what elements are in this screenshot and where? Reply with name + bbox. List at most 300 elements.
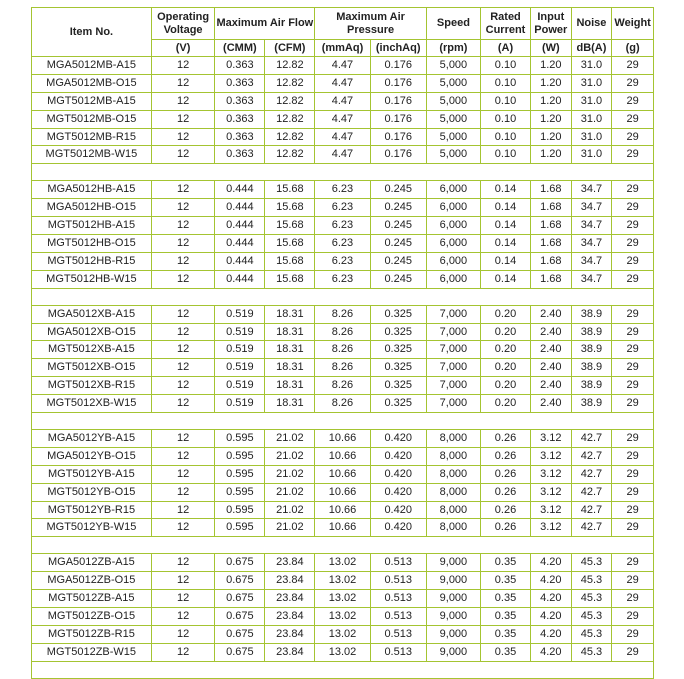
table-row — [32, 235, 654, 253]
spec-cell: 15.68 — [265, 199, 315, 217]
spec-cell: 0.26 — [481, 501, 531, 519]
spec-cell: 0.35 — [481, 590, 531, 608]
spec-cell: 15.68 — [265, 235, 315, 253]
spec-cell: 12 — [151, 305, 215, 323]
spec-cell: 29 — [612, 377, 654, 395]
spec-cell: 2.40 — [531, 395, 572, 413]
spec-cell: 29 — [612, 128, 654, 146]
spec-cell: 29 — [612, 235, 654, 253]
table-row — [32, 252, 654, 270]
table-row — [32, 501, 654, 519]
table-row — [32, 57, 654, 75]
spec-cell: 0.519 — [215, 341, 265, 359]
spec-cell: 9,000 — [426, 572, 480, 590]
spec-cell: 6.23 — [315, 235, 370, 253]
table-row — [32, 217, 654, 235]
spec-cell: 29 — [612, 359, 654, 377]
unit-cell: (g) — [612, 40, 654, 57]
spec-cell: 6.23 — [315, 181, 370, 199]
spec-cell: 8,000 — [426, 483, 480, 501]
spacer-cell — [32, 164, 654, 181]
table-row — [32, 181, 654, 199]
spec-cell: 29 — [612, 305, 654, 323]
spec-cell: 2.40 — [531, 305, 572, 323]
spec-cell: 29 — [612, 199, 654, 217]
spec-cell: 34.7 — [571, 199, 612, 217]
spacer-cell — [32, 537, 654, 554]
table-row — [32, 608, 654, 626]
spec-cell: 12 — [151, 146, 215, 164]
spec-cell: 10.66 — [315, 447, 370, 465]
spec-cell: 9,000 — [426, 554, 480, 572]
spec-cell: 31.0 — [571, 128, 612, 146]
item-no-cell: MGT5012ZB-A15 — [32, 590, 152, 608]
table-row — [32, 519, 654, 537]
spec-cell: 6,000 — [426, 235, 480, 253]
spec-cell: 0.325 — [370, 377, 426, 395]
spec-cell: 0.675 — [215, 572, 265, 590]
item-no-cell: MGT5012ZB-O15 — [32, 608, 152, 626]
spec-cell: 0.10 — [481, 110, 531, 128]
spec-cell: 21.02 — [265, 501, 315, 519]
spec-cell: 12 — [151, 128, 215, 146]
table-row — [32, 572, 654, 590]
item-no-cell: MGA5012ZB-A15 — [32, 554, 152, 572]
spec-cell: 0.20 — [481, 359, 531, 377]
spec-cell: 0.444 — [215, 199, 265, 217]
spec-cell: 12 — [151, 92, 215, 110]
spec-cell: 5,000 — [426, 74, 480, 92]
unit-cell: (inchAq) — [370, 40, 426, 57]
header-item-no: Item No. — [32, 8, 152, 57]
spec-cell: 18.31 — [265, 305, 315, 323]
spec-cell: 29 — [612, 110, 654, 128]
item-no-cell: MGT5012MB-W15 — [32, 146, 152, 164]
spec-cell: 0.176 — [370, 92, 426, 110]
spec-cell: 42.7 — [571, 465, 612, 483]
spec-cell: 0.176 — [370, 146, 426, 164]
spec-cell: 0.595 — [215, 501, 265, 519]
spec-cell: 13.02 — [315, 608, 370, 626]
item-no-cell: MGT5012YB-A15 — [32, 465, 152, 483]
spec-cell: 23.84 — [265, 554, 315, 572]
spacer-cell — [32, 661, 654, 678]
spec-cell: 45.3 — [571, 590, 612, 608]
spec-cell: 9,000 — [426, 608, 480, 626]
spec-cell: 5,000 — [426, 110, 480, 128]
spec-cell: 8,000 — [426, 501, 480, 519]
item-no-cell: MGT5012ZB-R15 — [32, 625, 152, 643]
spec-cell: 8,000 — [426, 465, 480, 483]
group-spacer-row — [32, 413, 654, 430]
spec-cell: 0.14 — [481, 252, 531, 270]
spec-cell: 12 — [151, 519, 215, 537]
spec-cell: 8.26 — [315, 305, 370, 323]
spec-cell: 45.3 — [571, 608, 612, 626]
spec-cell: 5,000 — [426, 146, 480, 164]
item-no-cell: MGA5012ZB-O15 — [32, 572, 152, 590]
spec-cell: 0.26 — [481, 519, 531, 537]
spec-cell: 0.513 — [370, 608, 426, 626]
spec-cell: 12 — [151, 554, 215, 572]
table-row — [32, 590, 654, 608]
spec-cell: 12 — [151, 199, 215, 217]
spec-cell: 0.245 — [370, 217, 426, 235]
table-body — [32, 57, 654, 679]
item-no-cell: MGT5012XB-W15 — [32, 395, 152, 413]
spec-cell: 4.47 — [315, 110, 370, 128]
spec-cell: 8,000 — [426, 430, 480, 448]
spec-cell: 0.245 — [370, 270, 426, 288]
spec-cell: 6.23 — [315, 217, 370, 235]
spec-cell: 0.35 — [481, 554, 531, 572]
item-no-cell: MGA5012XB-O15 — [32, 323, 152, 341]
spec-cell: 34.7 — [571, 181, 612, 199]
table-row — [32, 359, 654, 377]
table-row — [32, 74, 654, 92]
item-no-cell: MGA5012YB-A15 — [32, 430, 152, 448]
spec-cell: 0.595 — [215, 465, 265, 483]
spec-cell: 38.9 — [571, 359, 612, 377]
spec-cell: 0.444 — [215, 270, 265, 288]
spec-cell: 34.7 — [571, 235, 612, 253]
spec-cell: 12 — [151, 323, 215, 341]
spec-cell: 6,000 — [426, 199, 480, 217]
table-row — [32, 377, 654, 395]
spec-cell: 29 — [612, 590, 654, 608]
table-row — [32, 146, 654, 164]
header-weight: Weight — [612, 8, 654, 40]
spec-cell: 0.176 — [370, 110, 426, 128]
spec-cell: 7,000 — [426, 305, 480, 323]
spec-cell: 0.325 — [370, 323, 426, 341]
spec-cell: 0.26 — [481, 465, 531, 483]
spec-cell: 42.7 — [571, 483, 612, 501]
spec-cell: 0.363 — [215, 92, 265, 110]
spec-cell: 1.20 — [531, 74, 572, 92]
spec-cell: 12 — [151, 57, 215, 75]
spec-cell: 29 — [612, 519, 654, 537]
spec-cell: 0.325 — [370, 395, 426, 413]
group-spacer-row — [32, 661, 654, 678]
spec-cell: 29 — [612, 217, 654, 235]
spec-cell: 45.3 — [571, 625, 612, 643]
item-no-cell: MGT5012XB-A15 — [32, 341, 152, 359]
spec-cell: 38.9 — [571, 323, 612, 341]
spec-cell: 21.02 — [265, 430, 315, 448]
spec-cell: 23.84 — [265, 590, 315, 608]
spec-cell: 10.66 — [315, 465, 370, 483]
unit-cell: (CFM) — [265, 40, 315, 57]
unit-cell: (CMM) — [215, 40, 265, 57]
spec-cell: 1.20 — [531, 146, 572, 164]
spec-cell: 3.12 — [531, 430, 572, 448]
spec-cell: 1.68 — [531, 199, 572, 217]
unit-cell: (mmAq) — [315, 40, 370, 57]
spec-cell: 0.10 — [481, 57, 531, 75]
spacer-cell — [32, 413, 654, 430]
spec-cell: 13.02 — [315, 643, 370, 661]
spec-cell: 12 — [151, 447, 215, 465]
spec-cell: 12 — [151, 501, 215, 519]
spec-cell: 12 — [151, 110, 215, 128]
spec-cell: 0.363 — [215, 57, 265, 75]
spec-cell: 9,000 — [426, 625, 480, 643]
spec-cell: 12 — [151, 590, 215, 608]
spec-cell: 0.325 — [370, 359, 426, 377]
spec-cell: 1.20 — [531, 110, 572, 128]
spec-cell: 0.35 — [481, 643, 531, 661]
spec-cell: 3.12 — [531, 465, 572, 483]
table-row — [32, 128, 654, 146]
spec-cell: 0.26 — [481, 447, 531, 465]
item-no-cell: MGT5012HB-A15 — [32, 217, 152, 235]
spec-cell: 0.14 — [481, 181, 531, 199]
spec-cell: 0.513 — [370, 643, 426, 661]
spec-cell: 29 — [612, 572, 654, 590]
spec-cell: 29 — [612, 447, 654, 465]
spec-cell: 12 — [151, 430, 215, 448]
spec-cell: 4.20 — [531, 572, 572, 590]
spec-cell: 0.595 — [215, 519, 265, 537]
spec-cell: 12 — [151, 341, 215, 359]
spec-cell: 5,000 — [426, 128, 480, 146]
spec-cell: 4.47 — [315, 146, 370, 164]
spec-cell: 1.68 — [531, 252, 572, 270]
spec-cell: 0.519 — [215, 377, 265, 395]
spec-cell: 45.3 — [571, 554, 612, 572]
header-input-power: Input Power — [531, 8, 572, 40]
table-row — [32, 323, 654, 341]
spec-cell: 7,000 — [426, 323, 480, 341]
spec-cell: 0.420 — [370, 447, 426, 465]
group-spacer-row — [32, 288, 654, 305]
spec-cell: 4.20 — [531, 590, 572, 608]
spec-cell: 1.68 — [531, 270, 572, 288]
spec-cell: 5,000 — [426, 57, 480, 75]
spec-cell: 0.363 — [215, 110, 265, 128]
spec-cell: 38.9 — [571, 377, 612, 395]
spec-cell: 0.325 — [370, 305, 426, 323]
spec-cell: 29 — [612, 57, 654, 75]
spec-cell: 0.20 — [481, 305, 531, 323]
spec-cell: 18.31 — [265, 341, 315, 359]
group-spacer-row — [32, 537, 654, 554]
spec-cell: 38.9 — [571, 395, 612, 413]
spec-cell: 0.513 — [370, 572, 426, 590]
item-no-cell: MGT5012YB-R15 — [32, 501, 152, 519]
table-row — [32, 554, 654, 572]
spec-cell: 0.519 — [215, 305, 265, 323]
spec-cell: 7,000 — [426, 377, 480, 395]
spec-cell: 0.20 — [481, 323, 531, 341]
spec-cell: 0.519 — [215, 395, 265, 413]
spec-cell: 12.82 — [265, 92, 315, 110]
spec-cell: 0.245 — [370, 235, 426, 253]
spec-cell: 0.14 — [481, 235, 531, 253]
spec-cell: 3.12 — [531, 483, 572, 501]
item-no-cell: MGA5012HB-O15 — [32, 199, 152, 217]
spec-cell: 10.66 — [315, 519, 370, 537]
spec-cell: 29 — [612, 270, 654, 288]
spec-cell: 10.66 — [315, 501, 370, 519]
spec-cell: 8.26 — [315, 323, 370, 341]
spec-cell: 0.363 — [215, 128, 265, 146]
spec-cell: 45.3 — [571, 572, 612, 590]
spec-cell: 0.420 — [370, 501, 426, 519]
spec-cell: 31.0 — [571, 146, 612, 164]
table-row — [32, 92, 654, 110]
spec-cell: 6,000 — [426, 217, 480, 235]
spec-cell: 38.9 — [571, 305, 612, 323]
spec-cell: 0.519 — [215, 323, 265, 341]
spec-cell: 3.12 — [531, 519, 572, 537]
spec-cell: 4.47 — [315, 128, 370, 146]
table-row — [32, 483, 654, 501]
spec-cell: 9,000 — [426, 643, 480, 661]
spec-cell: 31.0 — [571, 92, 612, 110]
spec-cell: 1.20 — [531, 128, 572, 146]
spec-cell: 0.420 — [370, 483, 426, 501]
spec-cell: 12 — [151, 625, 215, 643]
item-no-cell: MGT5012ZB-W15 — [32, 643, 152, 661]
header-max-air-flow: Maximum Air Flow — [215, 8, 315, 40]
spec-cell: 6,000 — [426, 270, 480, 288]
spec-cell: 0.444 — [215, 252, 265, 270]
spec-cell: 29 — [612, 643, 654, 661]
spec-cell: 21.02 — [265, 483, 315, 501]
spec-cell: 2.40 — [531, 341, 572, 359]
spec-cell: 15.68 — [265, 270, 315, 288]
spec-cell: 6,000 — [426, 181, 480, 199]
spec-cell: 15.68 — [265, 217, 315, 235]
item-no-cell: MGT5012HB-R15 — [32, 252, 152, 270]
spec-cell: 8,000 — [426, 519, 480, 537]
header-noise: Noise — [571, 8, 612, 40]
item-no-cell: MGA5012XB-A15 — [32, 305, 152, 323]
spec-cell: 0.245 — [370, 199, 426, 217]
spec-cell: 12 — [151, 359, 215, 377]
spec-cell: 29 — [612, 625, 654, 643]
spec-cell: 6.23 — [315, 270, 370, 288]
spec-cell: 8.26 — [315, 377, 370, 395]
spec-cell: 3.12 — [531, 501, 572, 519]
spec-cell: 0.675 — [215, 608, 265, 626]
header-max-air-pressure: Maximum Air Pressure — [315, 8, 426, 40]
spec-cell: 42.7 — [571, 501, 612, 519]
spec-cell: 29 — [612, 146, 654, 164]
item-no-cell: MGT5012MB-A15 — [32, 92, 152, 110]
spec-cell: 0.245 — [370, 252, 426, 270]
spec-cell: 0.14 — [481, 199, 531, 217]
spec-cell: 5,000 — [426, 92, 480, 110]
spec-cell: 12 — [151, 643, 215, 661]
spec-cell: 8.26 — [315, 395, 370, 413]
spec-cell: 4.47 — [315, 57, 370, 75]
spec-cell: 18.31 — [265, 395, 315, 413]
fan-spec-table — [31, 7, 654, 679]
spec-cell: 6.23 — [315, 252, 370, 270]
header-rated-current: Rated Current — [481, 8, 531, 40]
table-row — [32, 643, 654, 661]
spec-cell: 0.10 — [481, 74, 531, 92]
spec-cell: 42.7 — [571, 447, 612, 465]
spec-cell: 0.444 — [215, 181, 265, 199]
spec-cell: 0.176 — [370, 74, 426, 92]
spec-cell: 0.14 — [481, 270, 531, 288]
spec-cell: 0.444 — [215, 235, 265, 253]
unit-cell: (V) — [151, 40, 215, 57]
spec-cell: 12 — [151, 608, 215, 626]
item-no-cell: MGT5012MB-O15 — [32, 110, 152, 128]
spec-cell: 29 — [612, 252, 654, 270]
spec-cell: 0.35 — [481, 625, 531, 643]
spec-cell: 0.595 — [215, 430, 265, 448]
spec-cell: 29 — [612, 92, 654, 110]
spec-cell: 12.82 — [265, 110, 315, 128]
spec-cell: 1.68 — [531, 181, 572, 199]
spec-cell: 0.513 — [370, 625, 426, 643]
item-no-cell: MGA5012MB-A15 — [32, 57, 152, 75]
spec-cell: 38.9 — [571, 341, 612, 359]
unit-cell: (rpm) — [426, 40, 480, 57]
spec-cell: 13.02 — [315, 572, 370, 590]
spec-cell: 0.675 — [215, 625, 265, 643]
spec-cell: 23.84 — [265, 572, 315, 590]
spec-cell: 29 — [612, 323, 654, 341]
spec-cell: 0.245 — [370, 181, 426, 199]
spec-cell: 29 — [612, 341, 654, 359]
spec-cell: 12 — [151, 235, 215, 253]
spec-cell: 21.02 — [265, 519, 315, 537]
spacer-cell — [32, 288, 654, 305]
spec-cell: 12 — [151, 181, 215, 199]
spec-cell: 21.02 — [265, 465, 315, 483]
table-header — [32, 8, 654, 57]
spec-cell: 0.26 — [481, 483, 531, 501]
spec-cell: 0.10 — [481, 146, 531, 164]
spec-cell: 0.10 — [481, 128, 531, 146]
spec-cell: 13.02 — [315, 554, 370, 572]
item-no-cell: MGT5012YB-O15 — [32, 483, 152, 501]
spec-cell: 34.7 — [571, 252, 612, 270]
spec-cell: 29 — [612, 74, 654, 92]
spec-cell: 31.0 — [571, 57, 612, 75]
spec-cell: 12.82 — [265, 57, 315, 75]
spec-cell: 0.513 — [370, 554, 426, 572]
spec-cell: 12.82 — [265, 74, 315, 92]
spec-cell: 23.84 — [265, 608, 315, 626]
item-no-cell: MGA5012MB-O15 — [32, 74, 152, 92]
spec-cell: 1.68 — [531, 235, 572, 253]
spec-cell: 0.20 — [481, 377, 531, 395]
spec-cell: 0.595 — [215, 483, 265, 501]
spec-cell: 34.7 — [571, 217, 612, 235]
table-row — [32, 305, 654, 323]
item-no-cell: MGT5012HB-O15 — [32, 235, 152, 253]
table-row — [32, 430, 654, 448]
spec-cell: 12 — [151, 217, 215, 235]
spec-cell: 1.20 — [531, 92, 572, 110]
spec-cell: 0.420 — [370, 430, 426, 448]
spec-cell: 3.12 — [531, 447, 572, 465]
table-row — [32, 395, 654, 413]
spec-cell: 29 — [612, 395, 654, 413]
table-row — [32, 465, 654, 483]
spec-cell: 42.7 — [571, 430, 612, 448]
spec-cell: 4.47 — [315, 74, 370, 92]
table-row — [32, 270, 654, 288]
